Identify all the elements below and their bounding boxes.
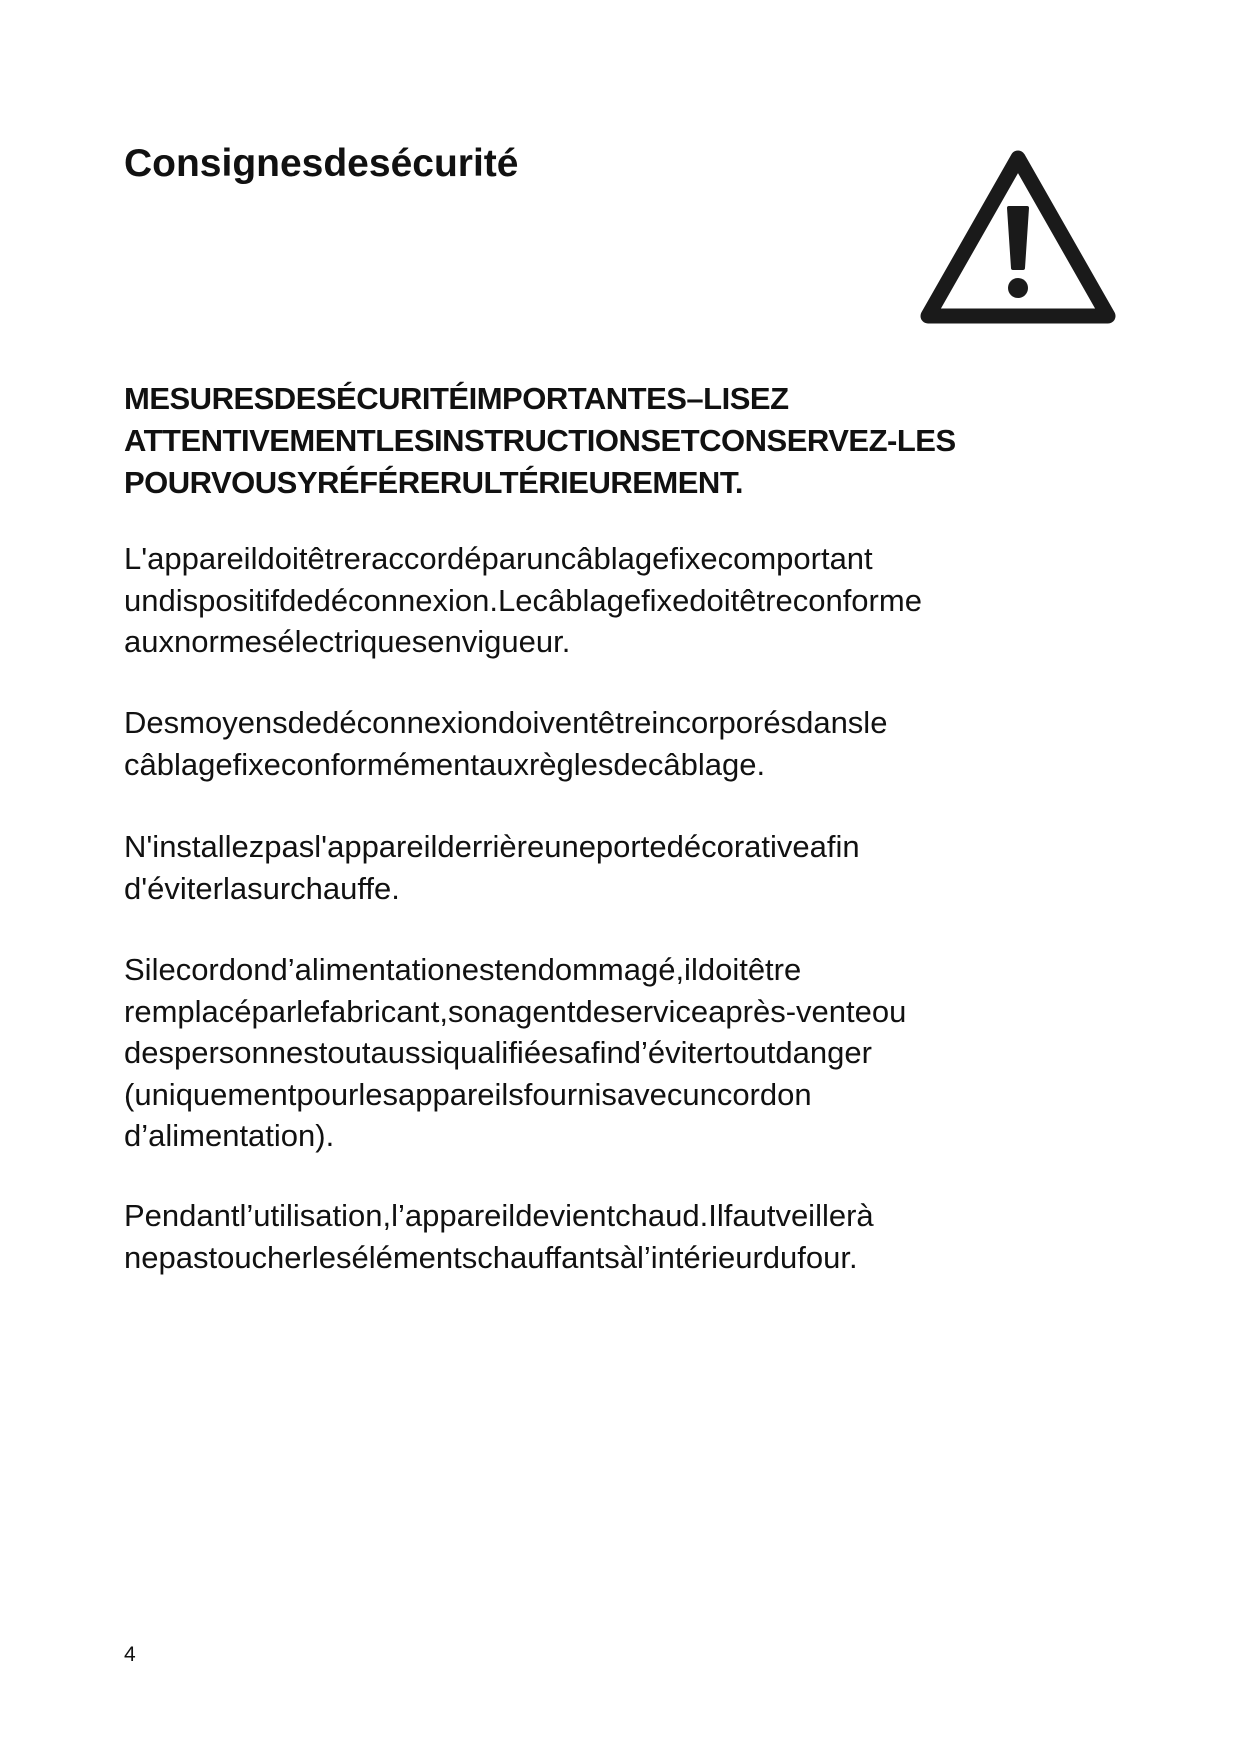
paragraph-line: (uniquementpourlesappareilsfournisavecuncordon [124, 1076, 812, 1112]
paragraph-line: d’alimentation). [124, 1118, 335, 1153]
page-number: 4 [124, 1643, 136, 1666]
paragraph-decorative-door [124, 826, 1124, 909]
important-safety-heading [124, 378, 1124, 504]
paragraph-line: L'appareildoitêtreraccordéparuncâblagefixecomportant [124, 541, 873, 576]
paragraph-power-cord [124, 949, 1124, 1157]
paragraph-line: remplacéparlefabricant,sonagentdeserviceaprès-venteou [124, 993, 907, 1029]
paragraph-line: d'éviterlasurchauffe. [124, 870, 400, 906]
paragraph-line: Desmoyensdedéconnexiondoiventêtreincorporésdansle [124, 705, 888, 740]
paragraph-line: auxnormesélectriquesenvigueur. [124, 624, 571, 659]
paragraph-line: nepastoucherlesélémentschauffantsàl’intérieurdufour. [124, 1239, 858, 1275]
warning-triangle-icon [912, 140, 1124, 336]
paragraph-line: Silecordond’alimentationestendommagé,ildoitêtre [124, 952, 802, 987]
heading-line: ATTENTIVEMENTLESINSTRUCTIONSETCONSERVEZ-LES [124, 423, 956, 458]
paragraph-disconnection-means [124, 702, 1124, 785]
paragraph-line: Pendantl’utilisation,l’appareildevientchaud.Ilfautveillerà [124, 1198, 874, 1233]
heading-line: POURVOUSYRÉFÉRERULTÉRIEUREMENT. [124, 465, 743, 500]
paragraph-line: N'installezpasl'appareilderrièreuneportedécorativeafin [124, 829, 860, 864]
paragraph-hot-appliance [124, 1195, 1124, 1278]
paragraph-line: undispositifdedéconnexion.Lecâblagefixedoitêtreconforme [124, 582, 922, 618]
paragraph-fixed-wiring [124, 538, 1124, 663]
paragraph-line: despersonnestoutaussiqualifiéesafind’évitertoutdanger [124, 1035, 872, 1070]
paragraph-line: câblagefixeconformémentauxrèglesdecâblage. [124, 746, 766, 782]
heading-line: MESURESDESÉCURITÉIMPORTANTES–LISEZ [124, 381, 789, 416]
page-title: Consignesdesécurité [124, 142, 519, 185]
